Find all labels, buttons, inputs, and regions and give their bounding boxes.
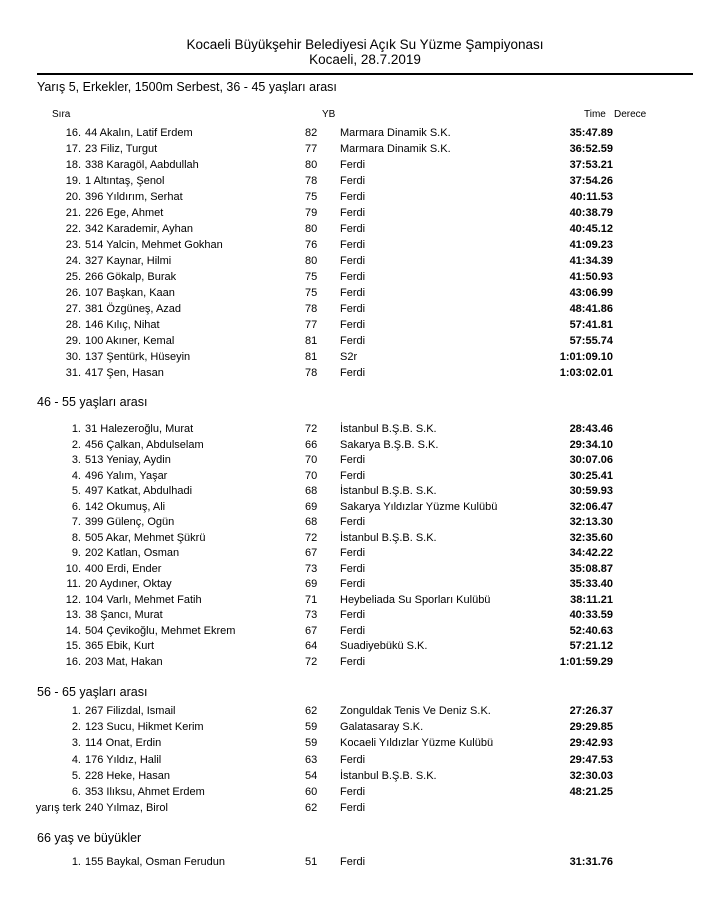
club: Ferdi (340, 175, 366, 187)
club: Ferdi (340, 287, 366, 299)
swimmer-entry: 496 Yalım, Yaşar (85, 469, 168, 482)
time: 48:41.86 (569, 303, 613, 315)
year-of-birth: 63 (305, 753, 318, 766)
horizontal-rule (37, 73, 693, 75)
result-row (0, 253, 711, 269)
section-rows (0, 125, 711, 381)
time: 48:21.25 (569, 785, 613, 798)
swimmer-entry: 338 Karagöl, Aabdullah (85, 159, 199, 171)
time: 52:40.63 (569, 624, 613, 637)
club: Ferdi (340, 319, 366, 331)
time: 1:01:59.29 (559, 655, 613, 668)
club: Ferdi (340, 516, 366, 528)
year-of-birth: 60 (305, 785, 318, 798)
year-of-birth: 73 (305, 562, 318, 575)
result-row (0, 546, 711, 562)
swimmer-entry: 1 Altıntaş, Şenol (85, 175, 165, 187)
result-row (0, 655, 711, 671)
club: Galatasaray S.K. (340, 721, 424, 734)
time: 57:41.81 (569, 319, 613, 331)
swimmer-entry: 202 Katlan, Osman (85, 547, 180, 559)
rank: 13. (65, 609, 81, 621)
swimmer-entry: 513 Yeniay, Aydin (85, 454, 171, 466)
swimmer-entry: 137 Şentürk, Hüseyin (85, 351, 191, 363)
swimmer-entry: 107 Başkan, Kaan (85, 287, 175, 299)
result-row (0, 285, 711, 301)
swimmer-entry: 155 Baykal, Osman Ferudun (85, 856, 226, 868)
year-of-birth: 77 (305, 319, 318, 331)
result-row (0, 269, 711, 285)
time: 34:42.22 (569, 547, 613, 559)
year-of-birth: 72 (305, 531, 318, 544)
club: Ferdi (340, 469, 366, 482)
club: Ferdi (340, 239, 366, 251)
page-subtitle: Kocaeli, 28.7.2019 (309, 52, 421, 67)
swimmer-entry: 381 Özgüneş, Azad (85, 303, 182, 315)
rank: 9. (71, 547, 81, 559)
swimmer-entry: 456 Çalkan, Abdulselam (85, 438, 204, 451)
club: Ferdi (340, 856, 366, 868)
time: 41:50.93 (569, 271, 613, 283)
swimmer-entry: 20 Aydıner, Oktay (85, 578, 172, 590)
rank: 2. (71, 721, 81, 734)
header-place: Derece (614, 109, 647, 120)
rank: 20. (65, 191, 81, 203)
section-rows (0, 854, 711, 870)
result-row (0, 531, 711, 547)
result-row (0, 593, 711, 609)
swimmer-entry: 142 Okumuş, Ali (85, 500, 166, 513)
year-of-birth: 72 (305, 423, 318, 435)
swimmer-entry: 266 Gökalp, Burak (85, 271, 177, 283)
club: Sakarya B.Ş.B. S.K. (340, 438, 439, 451)
year-of-birth: 79 (305, 207, 318, 219)
year-of-birth: 73 (305, 609, 318, 621)
rank: 1. (71, 423, 81, 435)
swimmer-entry: 203 Mat, Hakan (85, 655, 163, 668)
time: 40:11.53 (570, 191, 613, 203)
rank: 19. (65, 175, 81, 187)
rank: 8. (71, 531, 81, 544)
club: Ferdi (340, 335, 366, 347)
result-row (0, 577, 711, 593)
result-row (0, 237, 711, 253)
swimmer-entry: 31 Halezeroğlu, Murat (85, 423, 194, 435)
time: 29:34.10 (569, 438, 613, 451)
swimmer-entry: 504 Çevikoğlu, Mehmet Ekrem (85, 624, 236, 637)
club: Suadiyebükü S.K. (340, 640, 428, 652)
result-row (0, 349, 711, 365)
section-rows (0, 703, 711, 816)
year-of-birth: 80 (305, 159, 318, 171)
rank: 1. (71, 705, 81, 717)
swimmer-entry: 146 Kılıç, Nihat (85, 319, 160, 331)
result-row (0, 719, 711, 735)
swimmer-entry: 514 Yalcin, Mehmet Gokhan (85, 239, 223, 251)
year-of-birth: 54 (305, 769, 318, 782)
swimmer-entry: 226 Ege, Ahmet (85, 207, 164, 219)
result-row (0, 562, 711, 578)
year-of-birth: 69 (305, 578, 318, 590)
swimmer-entry: 100 Akıner, Kemal (85, 335, 175, 347)
time: 41:34.39 (569, 255, 613, 267)
year-of-birth: 70 (305, 454, 318, 466)
rank: 5. (71, 485, 81, 497)
swimmer-entry: 365 Ebik, Kurt (85, 640, 155, 652)
club: Kocaeli Yıldızlar Yüzme Kulübü (340, 737, 494, 750)
time: 32:13.30 (569, 516, 613, 528)
race-title: Yarış 5, Erkekler, 1500m Serbest, 36 - 45 yaşları arası (37, 80, 337, 94)
year-of-birth: 81 (305, 351, 318, 363)
rank: 28. (65, 319, 81, 331)
result-row (0, 854, 711, 870)
result-row (0, 639, 711, 655)
swimmer-entry: 399 Gülenç, Ogün (85, 516, 175, 528)
result-row (0, 703, 711, 719)
time: 30:59.93 (569, 485, 613, 497)
club: İstanbul B.Ş.B. S.K. (340, 423, 437, 435)
club: Sakarya Yıldızlar Yüzme Kulübü (340, 500, 498, 513)
club: Ferdi (340, 454, 366, 466)
swimmer-entry: 267 Filizdal, Ismail (85, 705, 176, 717)
club: Ferdi (340, 655, 366, 668)
rank: 11. (66, 578, 81, 590)
rank: 4. (71, 469, 81, 482)
club: Marmara Dinamik S.K. (340, 127, 451, 139)
swimmer-entry: 114 Onat, Erdin (85, 737, 162, 750)
club: Ferdi (340, 367, 366, 379)
rank: 25. (65, 271, 81, 283)
rank: 31. (65, 367, 81, 379)
result-row (0, 784, 711, 800)
result-row (0, 333, 711, 349)
result-row (0, 173, 711, 189)
club: Ferdi (340, 223, 366, 235)
club: İstanbul B.Ş.B. S.K. (340, 531, 437, 544)
year-of-birth: 75 (305, 287, 318, 299)
result-row (0, 800, 711, 816)
year-of-birth: 78 (305, 175, 318, 187)
time: 43:06.99 (569, 287, 613, 299)
time: 37:54.26 (569, 175, 613, 187)
rank: 3. (71, 737, 81, 750)
result-row (0, 469, 711, 485)
result-row (0, 189, 711, 205)
club: İstanbul B.Ş.B. S.K. (340, 485, 437, 497)
club: Ferdi (340, 753, 366, 766)
time: 29:29.85 (569, 721, 613, 734)
club: Ferdi (340, 255, 366, 267)
rank: 6. (71, 785, 81, 798)
club: S2r (340, 351, 358, 363)
rank: 27. (65, 303, 81, 315)
club: Heybeliada Su Sporları Kulübü (340, 593, 491, 606)
swimmer-entry: 123 Sucu, Hikmet Kerim (85, 721, 204, 734)
time: 27:26.37 (569, 705, 613, 717)
rank: 17. (65, 143, 81, 155)
time: 36:52.59 (569, 143, 613, 155)
rank: 16. (65, 127, 81, 139)
time: 1:03:02.01 (559, 367, 613, 379)
rank: 4. (71, 753, 81, 766)
time: 41:09.23 (569, 239, 613, 251)
result-row (0, 301, 711, 317)
time: 32:06.47 (569, 500, 613, 513)
year-of-birth: 68 (305, 485, 318, 497)
time: 40:38.79 (569, 207, 613, 219)
result-row (0, 221, 711, 237)
year-of-birth: 62 (305, 802, 318, 815)
year-of-birth: 66 (305, 438, 318, 451)
rank: 22. (65, 223, 81, 235)
rank: 1. (71, 856, 81, 868)
rank: 5. (71, 769, 81, 782)
swimmer-entry: 417 Şen, Hasan (85, 367, 164, 379)
time: 30:25.41 (569, 469, 613, 482)
club: Ferdi (340, 547, 366, 559)
time: 32:30.03 (569, 769, 613, 782)
year-of-birth: 67 (305, 624, 318, 637)
year-of-birth: 72 (305, 655, 318, 668)
time: 30:07.06 (569, 454, 613, 466)
year-of-birth: 59 (305, 721, 318, 734)
swimmer-entry: 23 Filiz, Turgut (85, 143, 158, 155)
time: 29:47.53 (569, 753, 613, 766)
result-row (0, 515, 711, 531)
club: İstanbul B.Ş.B. S.K. (340, 769, 437, 782)
rank: 21. (65, 207, 81, 219)
time: 37:53.21 (569, 159, 613, 171)
club: Ferdi (340, 624, 366, 637)
result-row (0, 453, 711, 469)
time: 38:11.21 (570, 593, 613, 606)
rank: 6. (71, 500, 81, 513)
result-row (0, 752, 711, 768)
result-row (0, 500, 711, 516)
section-rows (0, 422, 711, 670)
time: 57:55.74 (569, 335, 613, 347)
time: 32:35.60 (569, 531, 613, 544)
swimmer-entry: 396 Yıldırım, Serhat (85, 191, 183, 203)
rank: 30. (65, 351, 81, 363)
swimmer-entry: 228 Heke, Hasan (85, 769, 170, 782)
result-row (0, 317, 711, 333)
rank: 16. (65, 655, 81, 668)
club: Ferdi (340, 207, 366, 219)
club: Ferdi (340, 609, 366, 621)
year-of-birth: 80 (305, 223, 318, 235)
result-row (0, 438, 711, 454)
swimmer-entry: 497 Katkat, Abdulhadi (85, 485, 193, 497)
result-row (0, 157, 711, 173)
year-of-birth: 77 (305, 143, 318, 155)
year-of-birth: 67 (305, 547, 318, 559)
swimmer-entry: 505 Akar, Mehmet Şükrü (85, 531, 206, 544)
year-of-birth: 82 (305, 127, 318, 139)
page-title: Kocaeli Büyükşehir Belediyesi Açık Su Yüzme Şampiyonası (186, 37, 544, 52)
year-of-birth: 69 (305, 500, 318, 513)
section-heading: 46 - 55 yaşları arası (37, 395, 148, 409)
club: Ferdi (340, 785, 366, 798)
swimmer-entry: 353 Ilıksu, Ahmet Erdem (85, 785, 205, 798)
club: Ferdi (340, 578, 366, 590)
header-yb: YB (322, 109, 336, 120)
rank: 23. (65, 239, 81, 251)
time: 35:08.87 (569, 562, 613, 575)
rank: 24. (65, 255, 81, 267)
result-row (0, 608, 711, 624)
rank: yarış terk (35, 802, 81, 815)
rank: 7. (71, 516, 81, 528)
swimmer-entry: 176 Yıldız, Halil (85, 753, 162, 766)
rank: 12. (65, 593, 81, 606)
time: 57:21.12 (569, 640, 613, 652)
rank: 18. (65, 159, 81, 171)
result-row (0, 484, 711, 500)
rank: 14. (65, 624, 81, 637)
club: Ferdi (340, 191, 366, 203)
year-of-birth: 75 (305, 271, 318, 283)
result-row (0, 422, 711, 438)
swimmer-entry: 327 Kaynar, Hilmi (85, 255, 172, 267)
rank: 2. (71, 438, 81, 451)
column-headers (0, 108, 711, 121)
header-rank: Sıra (52, 109, 71, 120)
section-heading: 66 yaş ve büyükler (37, 831, 142, 845)
time: 1:01:09.10 (559, 351, 613, 363)
time: 40:33.59 (569, 609, 613, 621)
time: 35:47.89 (569, 127, 613, 139)
result-row (0, 141, 711, 157)
swimmer-entry: 240 Yılmaz, Birol (85, 802, 168, 815)
club: Ferdi (340, 303, 366, 315)
year-of-birth: 78 (305, 367, 318, 379)
year-of-birth: 75 (305, 191, 318, 203)
result-row (0, 205, 711, 221)
year-of-birth: 62 (305, 705, 318, 717)
club: Ferdi (340, 802, 366, 815)
swimmer-entry: 342 Karademir, Ayhan (85, 223, 194, 235)
year-of-birth: 70 (305, 469, 318, 482)
time: 31:31.76 (569, 856, 613, 868)
rank: 26. (65, 287, 81, 299)
rank: 10. (65, 562, 81, 575)
year-of-birth: 76 (305, 239, 318, 251)
year-of-birth: 80 (305, 255, 318, 267)
club: Ferdi (340, 562, 366, 575)
section-heading: 56 - 65 yaşları arası (37, 685, 148, 699)
rank: 3. (71, 454, 81, 466)
result-row (0, 735, 711, 751)
swimmer-entry: 38 Şancı, Murat (85, 609, 163, 621)
result-row (0, 624, 711, 640)
year-of-birth: 78 (305, 303, 318, 315)
rank: 15. (65, 640, 81, 652)
time: 40:45.12 (569, 223, 613, 235)
time: 35:33.40 (569, 578, 613, 590)
swimmer-entry: 104 Varlı, Mehmet Fatih (85, 593, 202, 606)
time: 28:43.46 (569, 423, 613, 435)
year-of-birth: 59 (305, 737, 318, 750)
year-of-birth: 64 (305, 640, 318, 652)
club: Zonguldak Tenis Ve Deniz S.K. (340, 705, 491, 717)
year-of-birth: 71 (305, 593, 318, 606)
rank: 29. (65, 335, 81, 347)
result-row (0, 768, 711, 784)
year-of-birth: 51 (305, 856, 318, 868)
year-of-birth: 81 (305, 335, 318, 347)
club: Marmara Dinamik S.K. (340, 143, 451, 155)
club: Ferdi (340, 271, 366, 283)
year-of-birth: 68 (305, 516, 318, 528)
swimmer-entry: 400 Erdi, Ender (85, 562, 162, 575)
club: Ferdi (340, 159, 366, 171)
result-row (0, 365, 711, 381)
swimmer-entry: 44 Akalın, Latif Erdem (85, 127, 193, 139)
header-time: Time (584, 109, 606, 120)
time: 29:42.93 (569, 737, 613, 750)
result-row (0, 125, 711, 141)
